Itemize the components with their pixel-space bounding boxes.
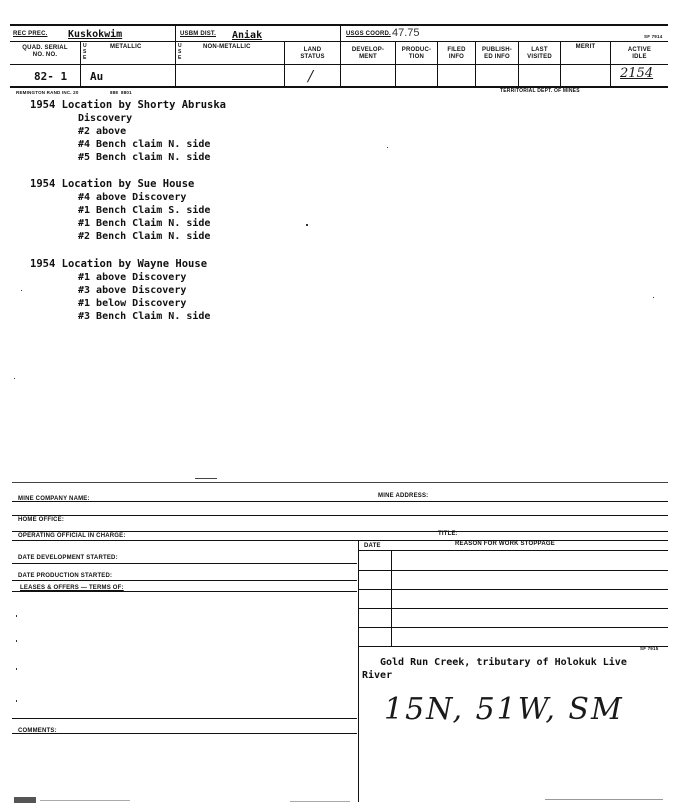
row-metallic: Au <box>90 70 104 83</box>
leases-label: LEASES & OFFERS — TERMS OF: <box>20 585 124 591</box>
handwritten-coordinates: 15N, 51W, SM <box>384 692 624 727</box>
agency-imprint: TERRITORIAL DEPT. OF MINES <box>500 88 580 94</box>
location-block-3 <box>30 258 210 323</box>
location-1-entry: #2 above <box>78 126 127 137</box>
scan-speck <box>16 700 17 702</box>
operating-official-label: OPERATING OFFICIAL IN CHARGE: <box>18 533 126 539</box>
location-3-year: 1954 <box>30 258 56 270</box>
mine-company-name-label: MINE COMPANY NAME: <box>18 496 90 502</box>
location-3-entry: #1 above Discovery <box>78 272 187 283</box>
col-published-info: PUBLISH- ED INFO <box>482 47 512 60</box>
col-production: PRODUC- TION <box>401 47 432 60</box>
title-label: TITLE: <box>438 531 458 537</box>
col-use-1: U S E <box>83 43 87 61</box>
scan-speck <box>16 640 17 642</box>
date-column-header: DATE <box>364 543 381 549</box>
location-2-year: 1954 <box>30 178 56 190</box>
usgs-coord-label: USGS COORD. <box>346 31 391 37</box>
location-1-year: 1954 <box>30 99 56 111</box>
scan-smudge <box>14 797 36 803</box>
col-use-2: U S E <box>178 43 182 61</box>
location-block-2 <box>30 178 210 243</box>
col-merit: MERIT <box>575 44 596 50</box>
rec-prec-label: REC PREC. <box>13 31 48 37</box>
location-2-entry: #2 Bench Claim N. side <box>78 231 211 242</box>
printer-imprint: REMINGTON RAND INC. 20 <box>16 90 79 95</box>
rec-prec-value: Kuskokwim <box>68 29 123 40</box>
scan-speck <box>16 668 17 670</box>
col-non-metallic: NON-METALLIC <box>203 44 251 50</box>
col-metallic: METALLIC <box>110 44 142 50</box>
creek-note-line-1: Gold Run Creek, tributary of Holokuk Live <box>380 657 627 668</box>
reason-column-header: REASON FOR WORK STOPPAGE <box>455 541 555 547</box>
col-land-status: LAND STATUS <box>300 47 325 60</box>
home-office-label: HOME OFFICE: <box>18 517 65 523</box>
scan-speck <box>16 615 17 617</box>
location-3-entry: #3 above Discovery <box>78 285 187 296</box>
col-last-visited: LAST VISITED <box>527 47 552 60</box>
location-2-title: Location by Sue House <box>61 178 195 190</box>
scan-speck <box>14 378 15 379</box>
row-active-idle: 2154 <box>620 66 654 81</box>
col-development: DEVELOP- MENT <box>351 47 385 60</box>
location-2-entry: #1 Bench Claim N. side <box>78 218 211 229</box>
location-block-1 <box>30 99 226 164</box>
row-quad-serial: 82- 1 <box>34 70 68 83</box>
usgs-coord-value: 47.75 <box>392 27 420 39</box>
mine-address-label: MINE ADDRESS: <box>378 493 429 499</box>
form-number-2: SF 7915 <box>640 646 659 651</box>
location-1-entry: #5 Bench claim N. side <box>78 152 211 163</box>
location-3-title: Location by Wayne House <box>61 258 208 270</box>
location-3-entry: #1 below Discovery <box>78 298 187 309</box>
location-2-entry: #1 Bench Claim S. side <box>78 205 211 216</box>
printer-codes: 888 8801 <box>110 90 132 95</box>
row-land-status: / <box>308 67 314 85</box>
location-1-entry: #4 Bench claim N. side <box>78 139 211 150</box>
location-3-entry: #3 Bench Claim N. side <box>78 311 211 322</box>
col-quad-serial: QUAD. SERIAL NO. NO. <box>22 45 68 58</box>
location-1-entry: Discovery <box>78 113 133 124</box>
scan-speck <box>21 290 22 291</box>
col-active-idle: ACTIVE IDLE <box>627 47 652 60</box>
scan-speck <box>306 224 308 226</box>
scan-speck <box>653 297 654 298</box>
location-1-title: Location by Shorty Abruska <box>61 99 226 111</box>
scan-speck <box>387 147 388 148</box>
date-production-label: DATE PRODUCTION STARTED: <box>18 573 113 579</box>
usbm-dist-label: USBM DIST. <box>180 31 217 37</box>
creek-note-line-2: River <box>362 670 393 681</box>
usbm-dist-value: Aniak <box>232 30 263 41</box>
col-filed-info: FILED INFO <box>447 47 466 60</box>
form-number: SF 7914 <box>644 34 663 39</box>
date-development-label: DATE DEVELOPMENT STARTED: <box>18 555 118 561</box>
comments-label: COMMENTS: <box>18 728 57 734</box>
location-2-entry: #4 above Discovery <box>78 192 187 203</box>
